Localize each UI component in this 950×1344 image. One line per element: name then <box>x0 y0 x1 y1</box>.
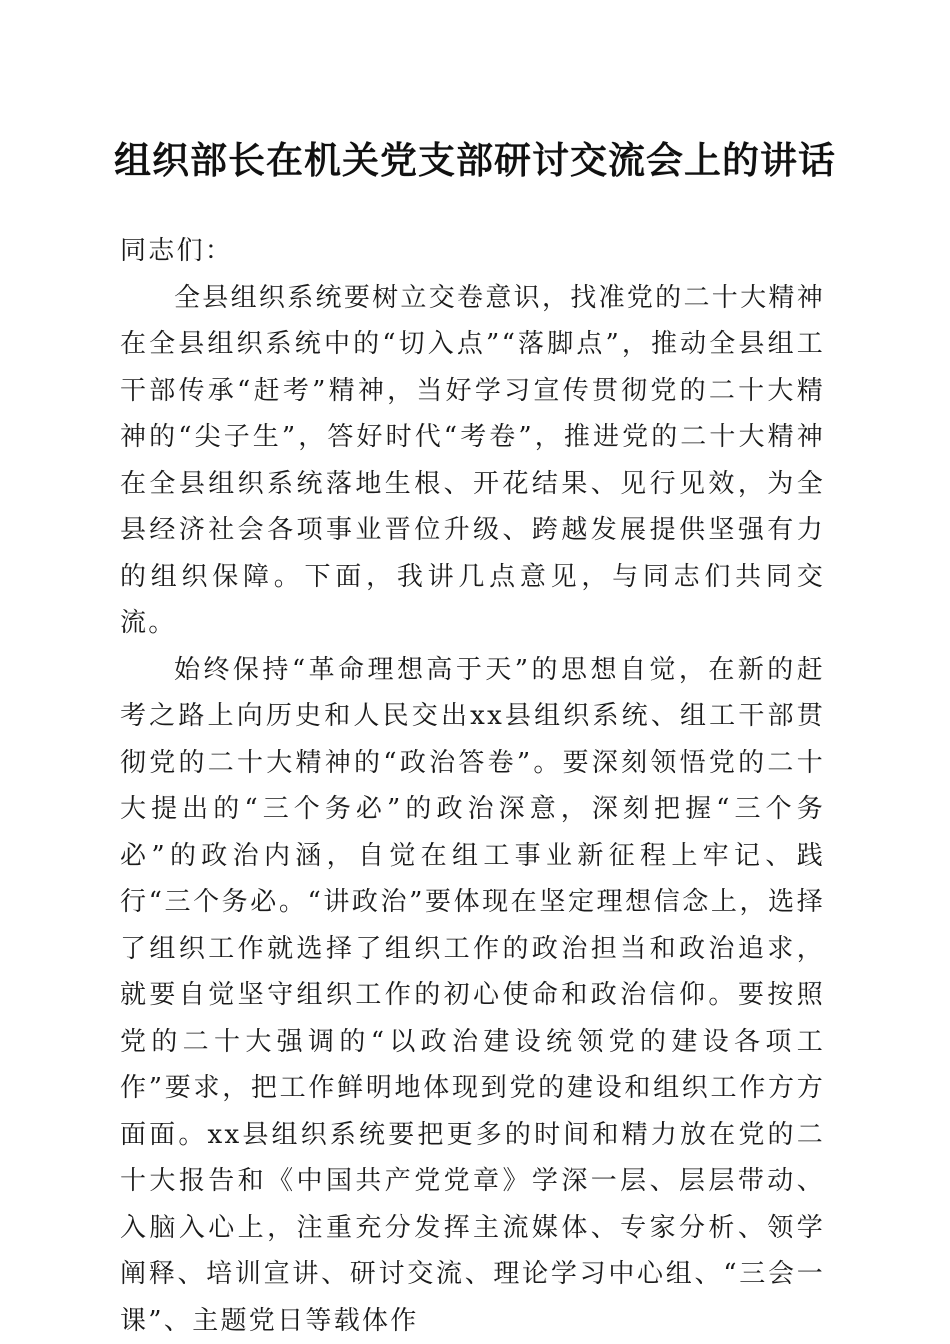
document-body <box>120 228 825 1344</box>
document-title: 组织部长在机关党支部研讨交流会上的讲话 <box>114 138 836 182</box>
salutation: 同志们： <box>120 236 234 266</box>
paragraph-1: 全县组织系统要树立交卷意识，找准党的二十大精神在全县组织系统中的“切入点”“落脚点”，推动全县组工干部传承“赶考”精神，当好学习宣传贯彻党的二十大精神的“尖子生”，答好时代“考卷”，推进党的二十大精神在全县组织系统落地生根、开花结果、见行见效，为全县经济社会各项事业晋位升级、跨越发展提供坚强有力的组织保障。下面，我讲几点意见，与同志们共同交流。 <box>120 282 825 638</box>
paragraph-2: 始终保持“革命理想高于天”的思想自觉，在新的赶考之路上向历史和人民交出xx县组织系统、组工干部贯彻党的二十大精神的“政治答卷”。要深刻领悟党的二十大提出的“三个务必”的政治深意，深刻把握“三个务必”的政治内涵，自觉在组工事业新征程上牢记、践行“三个务必。“讲政治”要体现在坚定理想信念上，选择了组织工作就选择了组织工作的政治担当和政治追求，就要自觉坚守组织工作的初心使命和政治信仰。要按照党的二十大强调的“以政治建设统领党的建设各项工作”要求，把工作鲜明地体现到党的建设和组织工作方方面面。xx县组织系统要把更多的时间和精力放在党的二十大报告和《中国共产党党章》学深一层、层层带动、入脑入心上，注重充分发挥主流媒体、专家分析、领学阐释、培训宣讲、研讨交流、理论学习中心组、“三会一课”、主题党日等载体作 <box>120 654 825 1336</box>
